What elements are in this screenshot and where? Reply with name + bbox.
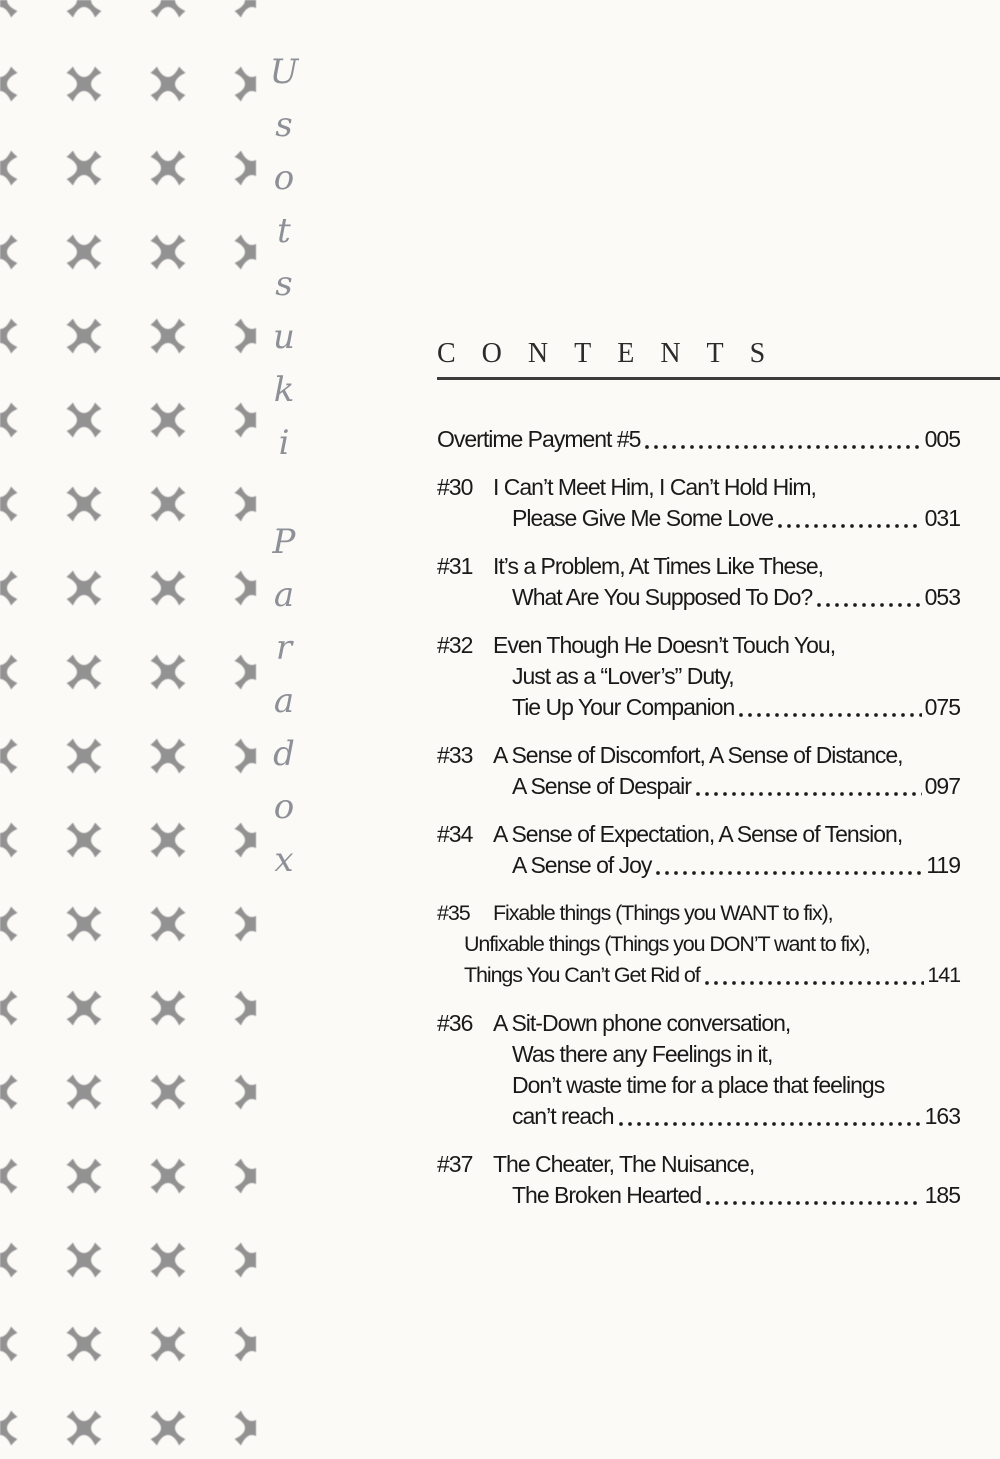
chapter-title-text: The Broken Hearted	[512, 1182, 702, 1208]
chapter-title-text: Just as a “Lover’s” Duty,	[512, 663, 734, 689]
chapter-title-lines	[493, 472, 960, 534]
chapter-number: #37	[437, 1151, 473, 1177]
toc-line	[493, 771, 960, 802]
contents-heading: CONTENTS	[437, 338, 792, 369]
dot-leader	[703, 980, 925, 986]
chapter-title-text: Fixable things (Things you WANT to fix),	[493, 901, 833, 925]
toc-line	[464, 929, 960, 960]
chapter-number: #32	[437, 632, 473, 658]
chapter-title-lines	[493, 551, 960, 613]
toc-line	[493, 740, 960, 771]
chapter-number: #34	[437, 821, 473, 847]
toc-line	[493, 1039, 960, 1070]
contents-list	[437, 424, 960, 1211]
toc-line	[493, 1180, 960, 1211]
chapter-title-text: A Sit-Down phone conversation,	[493, 1010, 791, 1036]
page-number: 163	[924, 1103, 960, 1129]
dot-leader	[694, 791, 922, 797]
dot-leader	[654, 870, 923, 876]
toc-entry	[437, 740, 960, 802]
chapter-title-text: Please Give Me Some Love	[512, 505, 774, 531]
dot-leader	[815, 602, 921, 608]
toc-line	[493, 1149, 960, 1180]
chapter-title-text: A Sense of Joy	[512, 852, 652, 878]
contents-section	[437, 338, 960, 1228]
book-title-vertical	[258, 52, 310, 893]
chapter-title-lines	[437, 424, 960, 455]
toc-entry	[437, 1149, 960, 1211]
chapter-title-text: Overtime Payment #5	[437, 426, 641, 452]
page-number: 031	[924, 505, 960, 531]
chapter-title-text: A Sense of Despair	[512, 773, 691, 799]
chapter-title-lines	[493, 1149, 960, 1211]
chapter-title-text: What Are You Supposed To Do?	[512, 584, 813, 610]
page-number: 053	[924, 584, 960, 610]
toc-entry	[437, 898, 960, 991]
chapter-title-text: Even Though He Doesn’t Touch You,	[493, 632, 836, 658]
toc-entry	[437, 551, 960, 613]
book-title-word-2: Paradox	[264, 522, 304, 893]
chapter-title-text: I Can’t Meet Him, I Can’t Hold Him,	[493, 474, 816, 500]
chapter-title-text: A Sense of Expectation, A Sense of Tension,	[493, 821, 903, 847]
heading-rule	[437, 377, 1000, 380]
toc-line	[493, 898, 960, 929]
page-number: 005	[924, 426, 960, 452]
toc-line	[493, 630, 960, 661]
chapter-title-text: It’s a Problem, At Times Like These,	[493, 553, 824, 579]
toc-line	[493, 850, 960, 881]
decorative-pattern	[0, 0, 256, 1459]
toc-entry	[437, 630, 960, 723]
page-number: 075	[924, 694, 960, 720]
chapter-number: #33	[437, 742, 473, 768]
toc-entry	[437, 819, 960, 881]
chapter-number: #31	[437, 553, 473, 579]
chapter-title-text: Unfixable things (Things you DON’T want to fix),	[464, 932, 870, 956]
chapter-title-text: Don’t waste time for a place that feelings	[512, 1072, 885, 1098]
toc-entry	[437, 472, 960, 534]
toc-line	[493, 661, 960, 692]
chapter-title-lines	[493, 819, 960, 881]
dot-leader	[617, 1121, 922, 1127]
dot-leader	[643, 444, 921, 450]
toc-line	[493, 1101, 960, 1132]
chapter-title-lines	[464, 898, 960, 991]
chapter-title-text: The Cheater, The Nuisance,	[493, 1151, 755, 1177]
page-number: 141	[927, 963, 960, 987]
toc-entry	[437, 1008, 960, 1132]
chapter-title-text: Tie Up Your Companion	[512, 694, 735, 720]
toc-line	[493, 503, 960, 534]
chapter-title-lines	[493, 1008, 960, 1132]
chapter-title-text: Things You Can’t Get Rid of	[464, 963, 700, 987]
toc-line	[493, 1070, 960, 1101]
toc-line	[493, 582, 960, 613]
toc-line	[437, 424, 960, 455]
toc-line	[493, 1008, 960, 1039]
dot-leader	[776, 523, 922, 529]
dot-leader	[737, 712, 921, 718]
toc-line	[493, 472, 960, 503]
chapter-title-text: A Sense of Discomfort, A Sense of Distance,	[493, 742, 903, 768]
page-number: 119	[926, 852, 960, 878]
toc-entry	[437, 424, 960, 455]
chapter-number: #35	[437, 901, 470, 925]
book-title-word-1: Usotsuki	[264, 52, 304, 476]
chapter-number: #36	[437, 1010, 473, 1036]
toc-line	[493, 692, 960, 723]
toc-line	[493, 551, 960, 582]
chapter-title-lines	[493, 740, 960, 802]
page-number: 185	[924, 1182, 960, 1208]
toc-line	[464, 960, 960, 991]
chapter-title-text: Was there any Feelings in it,	[512, 1041, 773, 1067]
chapter-title-lines	[493, 630, 960, 723]
page-number: 097	[924, 773, 960, 799]
chapter-number: #30	[437, 474, 473, 500]
toc-line	[493, 819, 960, 850]
dot-leader	[704, 1200, 922, 1206]
chapter-title-text: can’t reach	[512, 1103, 614, 1129]
